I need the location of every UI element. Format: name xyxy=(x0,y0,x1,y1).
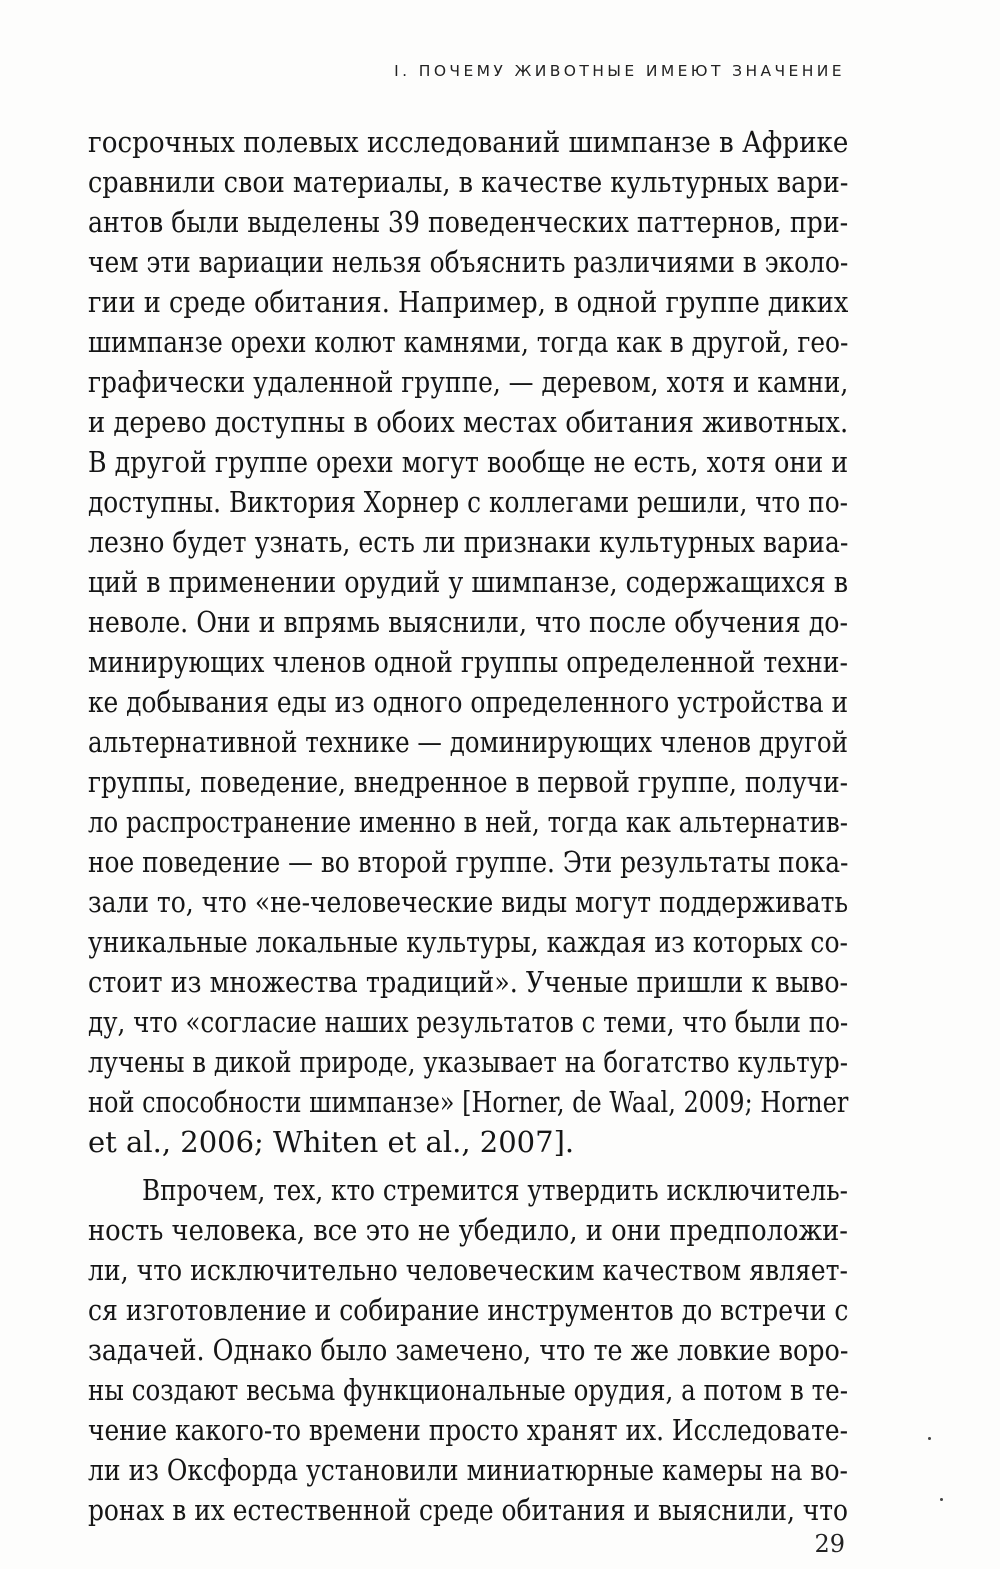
body-line: ций в применении орудий у шимпанзе, содержащихся в xyxy=(88,565,848,599)
body-line: задачей. Однако было замечено, что те же ловкие воро- xyxy=(88,1333,849,1367)
body-line: ся изготовление и собирание инструментов до встречи с xyxy=(88,1293,849,1327)
body-line: ное поведение — во второй группе. Эти результаты пока- xyxy=(88,845,849,879)
body-line: чем эти вариации нельзя объяснить различиями в эколо- xyxy=(88,245,849,279)
body-line: госрочных полевых исследований шимпанзе в Африке xyxy=(88,125,849,159)
body-line: ны создают весьма функциональные орудия, а потом в те- xyxy=(88,1373,848,1407)
body-line: сравнили свои материалы, в качестве культурных вари- xyxy=(88,165,849,199)
body-line: шимпанзе орехи колют камнями, тогда как в другой, гео- xyxy=(88,325,849,359)
body-line: ность человека, все это не убедило, и они предположи- xyxy=(88,1213,848,1247)
body-line: ло распространение именно в ней, тогда как альтернатив- xyxy=(88,805,848,839)
body-line: альтернативной технике — доминирующих членов другой xyxy=(88,725,849,759)
paper-speck xyxy=(928,1437,931,1440)
body-line: лучены в дикой природе, указывает на богатство культур- xyxy=(88,1045,848,1079)
body-line-indented: Впрочем, тех, кто стремится утвердить исключитель- xyxy=(142,1173,849,1207)
body-line: и дерево доступны в обоих местах обитания животных. xyxy=(88,405,849,439)
body-line: неволе. Они и впрямь выяснили, что после обучения до- xyxy=(88,605,848,639)
body-line: В другой группе орехи могут вообще не есть, хотя они и xyxy=(88,445,849,479)
body-line: стоит из множества традиций». Ученые пришли к выво- xyxy=(88,965,849,999)
body-line: чение какого-то времени просто хранят их. Исследовате- xyxy=(88,1413,849,1447)
body-line: уникальные локальные культуры, каждая из которых со- xyxy=(88,925,848,959)
body-line: ронах в их естественной среде обитания и выяснили, что xyxy=(88,1493,848,1527)
paper-speck xyxy=(940,1498,943,1501)
body-line-last: et al., 2006; Whiten et al., 2007]. xyxy=(88,1125,575,1159)
body-line: ду, что «согласие наших результатов с теми, что были по- xyxy=(88,1005,849,1039)
body-line: лезно будет узнать, есть ли признаки культурных вариа- xyxy=(88,525,849,559)
body-line: ке добывания еды из одного определенного устройства и xyxy=(88,685,849,719)
body-line: графически удаленной группе, — деревом, хотя и камни, xyxy=(88,365,849,399)
body-line: зали то, что «не-человеческие виды могут поддерживать xyxy=(88,885,849,919)
body-line: ной способности шимпанзе» [Horner, de Waal, 2009; Horner xyxy=(88,1085,849,1119)
body-line: минирующих членов одной группы определенной техни- xyxy=(88,645,848,679)
running-head: I. ПОЧЕМУ ЖИВОТНЫЕ ИМЕЮТ ЗНАЧЕНИЕ xyxy=(394,62,845,80)
body-line: антов были выделены 39 поведенческих паттернов, при- xyxy=(88,205,849,239)
body-line: гии и среде обитания. Например, в одной группе диких xyxy=(88,285,849,319)
body-line: ли, что исключительно человеческим качеством являет- xyxy=(88,1253,848,1287)
page-number: 29 xyxy=(814,1530,845,1558)
body-line: ли из Оксфорда установили миниатюрные камеры на во- xyxy=(88,1453,848,1487)
body-line: группы, поведение, внедренное в первой группе, получи- xyxy=(88,765,849,799)
body-line: доступны. Виктория Хорнер с коллегами решили, что по- xyxy=(88,485,848,519)
